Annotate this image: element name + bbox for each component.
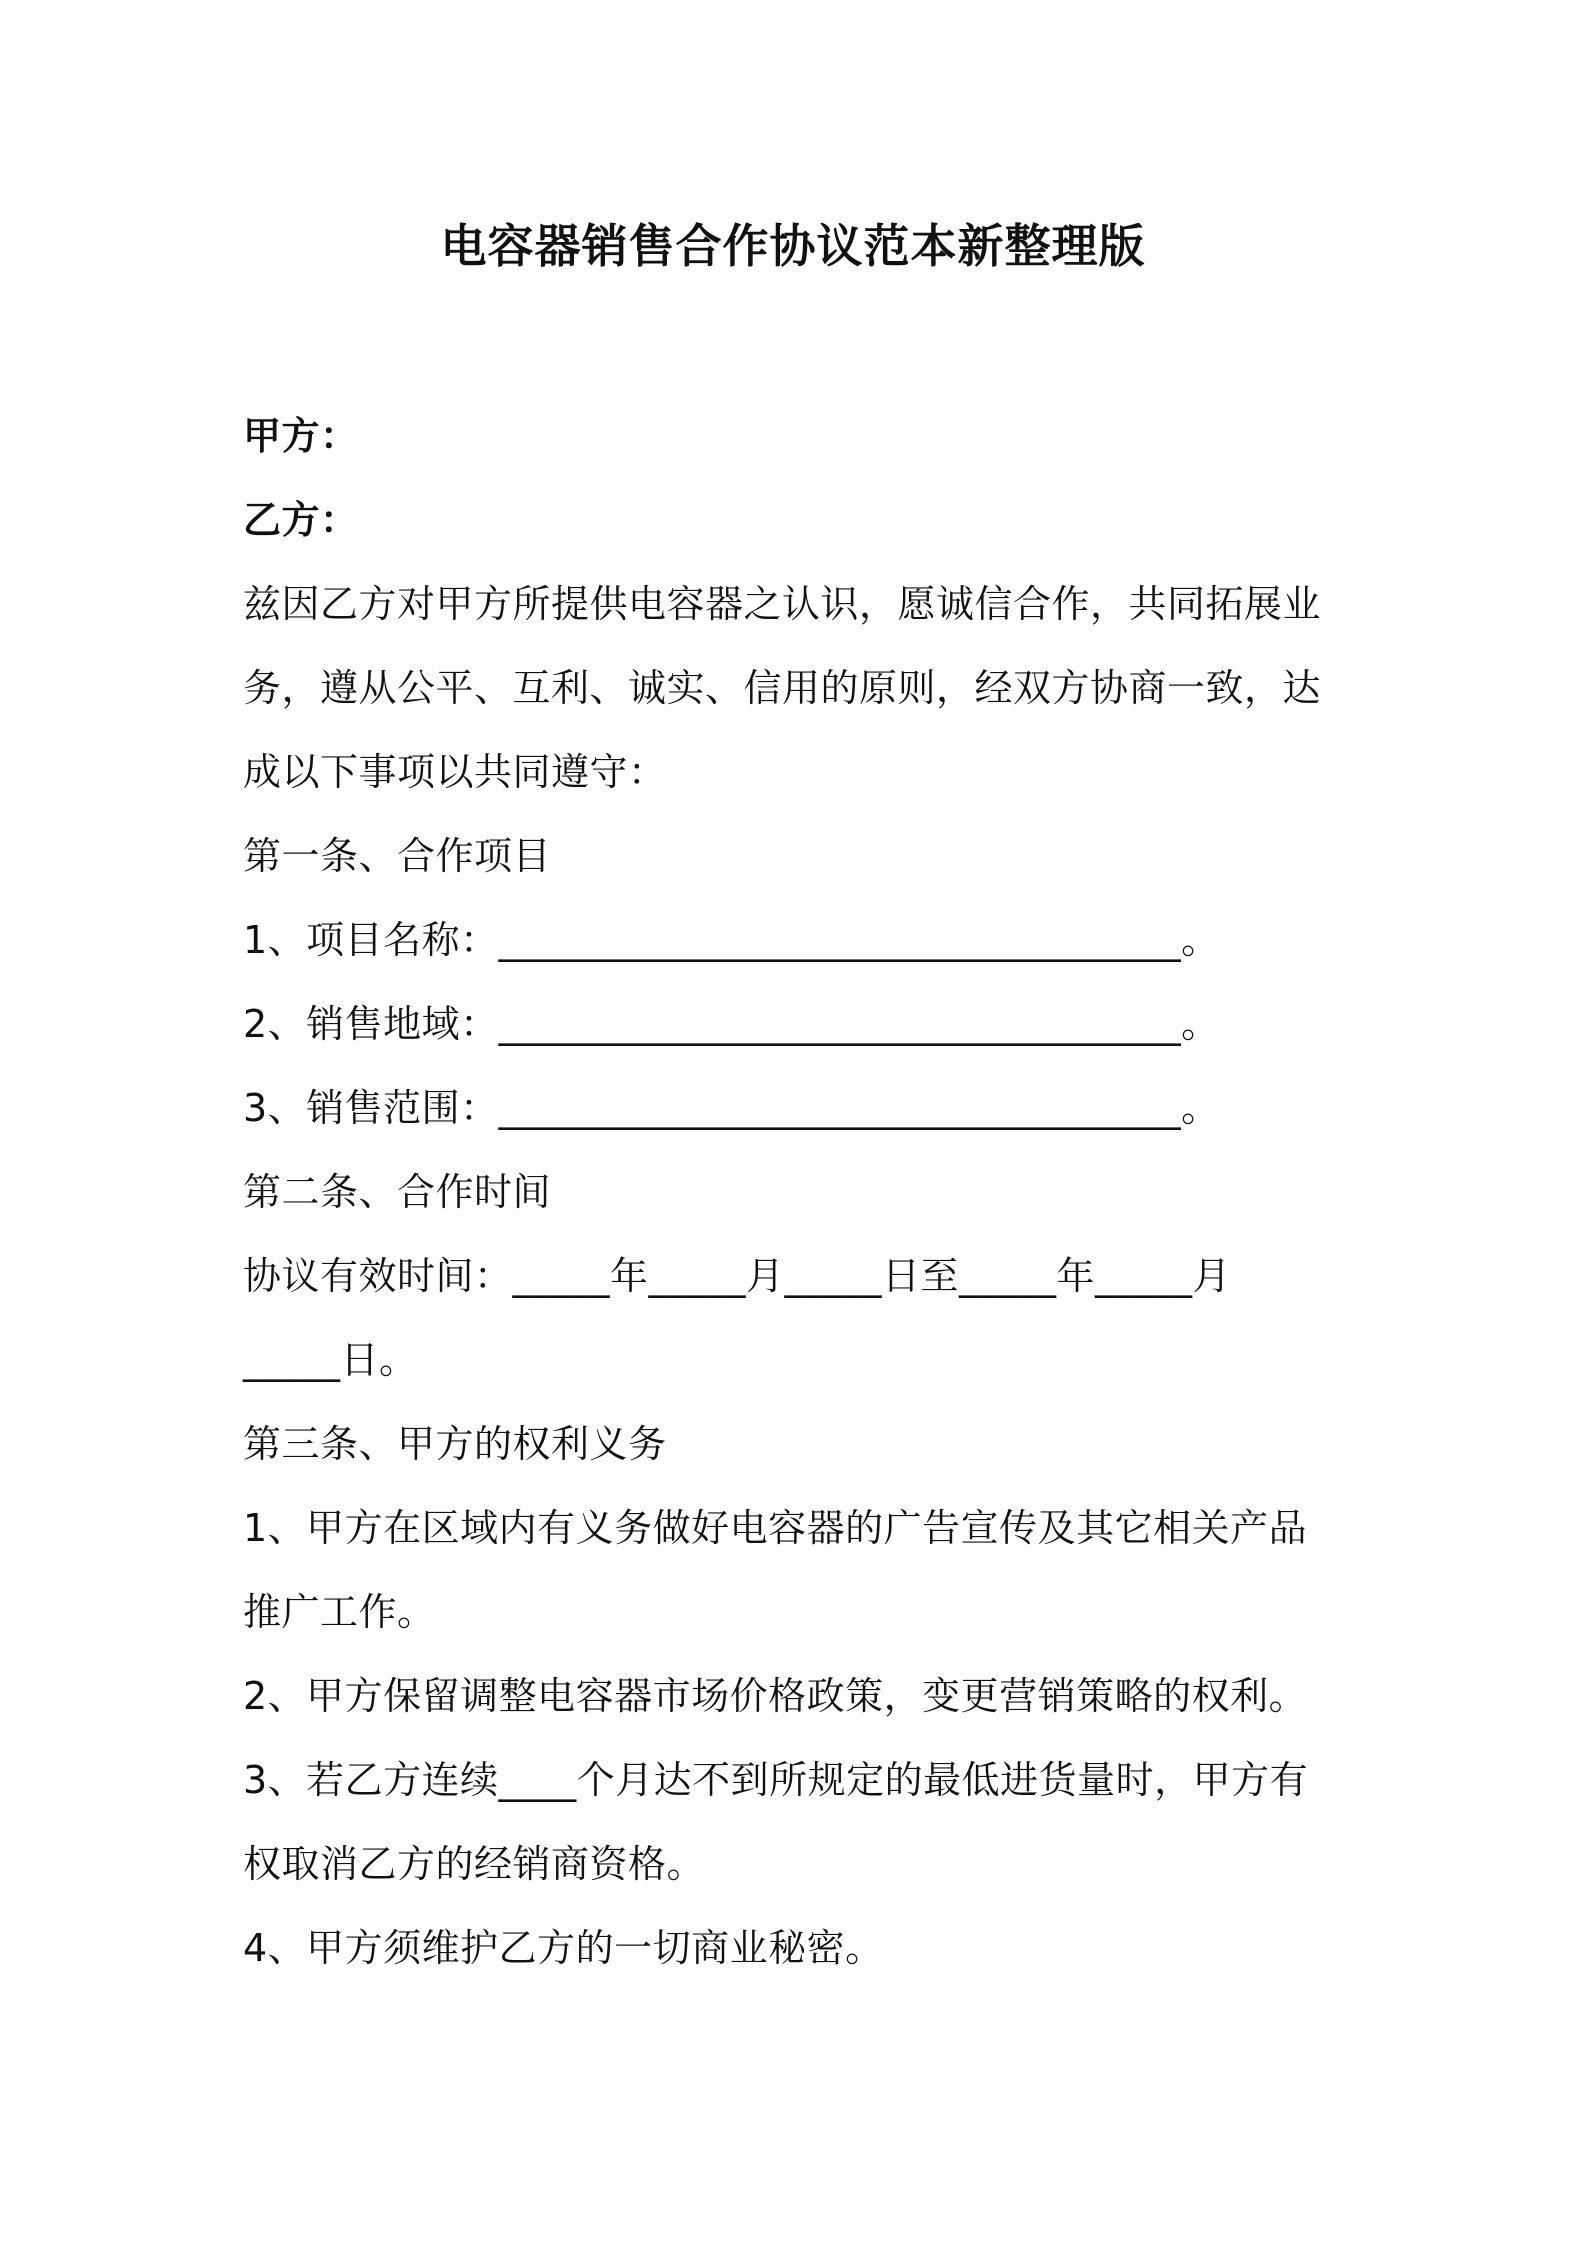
- document-title: 电容器销售合作协议范本新整理版: [440, 219, 1146, 273]
- article-1-heading: 第一条、合作项目: [243, 834, 552, 878]
- article-3-line-5: 权取消乙方的经销商资格。: [243, 1842, 706, 1886]
- article-2-line-2: _____日。: [243, 1338, 418, 1382]
- intro-line-1: 兹因乙方对甲方所提供电容器之认识，愿诚信合作，共同拓展业: [243, 582, 1322, 626]
- intro-line-3: 成以下事项以共同遵守：: [243, 750, 667, 794]
- article-3-heading: 第三条、甲方的权利义务: [243, 1422, 667, 1466]
- article-1-item-2: 2、销售地域：___________________________________。: [243, 1002, 1220, 1046]
- article-3-line-3: 2、甲方保留调整电容器市场价格政策，变更营销策略的权利。: [243, 1674, 1308, 1718]
- article-2-line-1: 协议有效时间：_____年_____月_____日至_____年_____月: [243, 1254, 1232, 1298]
- article-2-heading: 第二条、合作时间: [243, 1170, 552, 1214]
- article-3-line-1: 1、甲方在区域内有义务做好电容器的广告宣传及其它相关产品: [243, 1506, 1308, 1550]
- article-3-line-4: 3、若乙方连续____个月达不到所规定的最低进货量时，甲方有: [243, 1758, 1309, 1802]
- intro-line-2: 务，遵从公平、互利、诚实、信用的原则，经双方协商一致，达: [243, 666, 1322, 710]
- article-3-line-6: 4、甲方须维护乙方的一切商业秘密。: [243, 1926, 884, 1970]
- party-a-label: 甲方：: [243, 414, 359, 458]
- article-1-item-1: 1、项目名称：___________________________________。: [243, 918, 1220, 962]
- article-1-item-3: 3、销售范围：___________________________________。: [243, 1086, 1220, 1130]
- party-b-label: 乙方：: [243, 498, 359, 542]
- article-3-line-2: 推广工作。: [243, 1590, 436, 1634]
